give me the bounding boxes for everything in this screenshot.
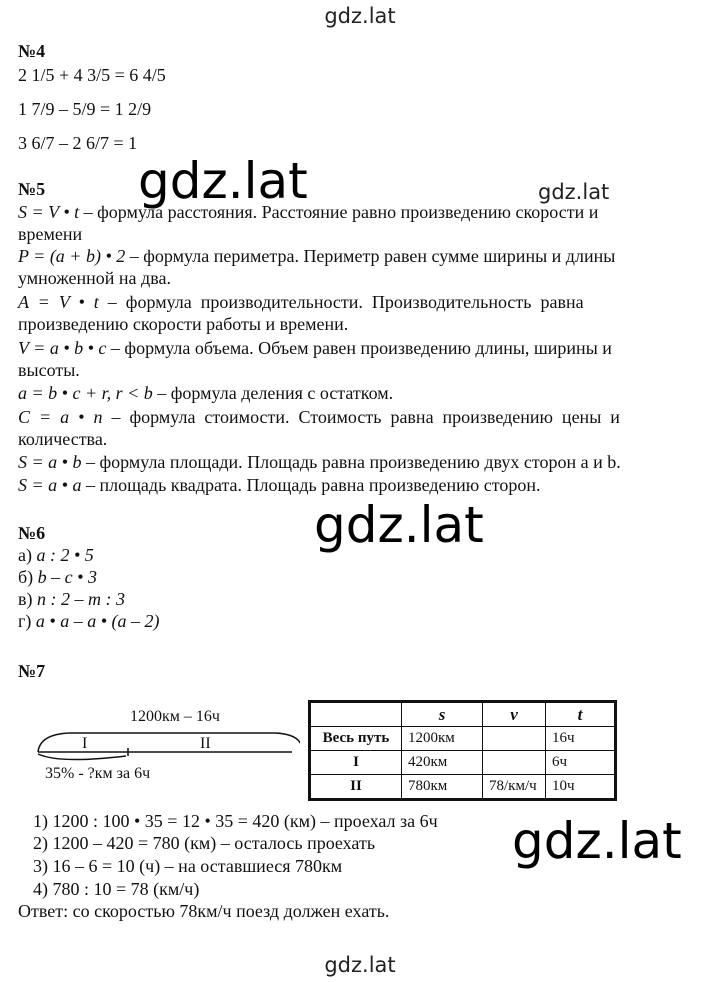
description: – формула стоимости. Стоимость равна произведению цены и bbox=[102, 407, 620, 427]
solution-step: 4) 780 : 10 = 78 (км/ч) bbox=[33, 879, 200, 899]
formula: S = V • t bbox=[18, 202, 80, 222]
answer-line: Ответ: со скоростью 78км/ч поезд должен ехать. bbox=[18, 901, 390, 921]
motion-table bbox=[308, 700, 617, 801]
table-header: t bbox=[546, 702, 616, 727]
n5-line bbox=[18, 313, 348, 335]
table-cell: 6ч bbox=[546, 751, 616, 775]
n4-heading: №4 bbox=[18, 41, 46, 61]
table-cell: Весь путь bbox=[310, 727, 402, 751]
segment-diagram bbox=[30, 708, 300, 788]
table-cell: 420км bbox=[402, 751, 483, 775]
table-cell: 1200км bbox=[402, 727, 483, 751]
n5-heading: №5 bbox=[18, 179, 46, 199]
description: – площадь квадрата. Площадь равна произведению сторон. bbox=[81, 475, 541, 495]
watermark-large: gdz.lat bbox=[512, 812, 682, 870]
table-row bbox=[310, 751, 616, 775]
n5-line bbox=[18, 201, 598, 223]
n5-line bbox=[18, 291, 584, 313]
description: высоты. bbox=[18, 360, 80, 380]
formula: S = a • a bbox=[18, 475, 82, 495]
table-cell bbox=[483, 751, 546, 775]
n4-line: 3 6/7 – 2 6/7 = 1 bbox=[18, 133, 138, 153]
n5-line bbox=[18, 451, 621, 473]
table-header bbox=[310, 702, 402, 727]
n5-line bbox=[18, 474, 540, 496]
table-cell: 78/км/ч bbox=[483, 775, 546, 800]
description: – формула деления с остатком. bbox=[152, 383, 394, 403]
table-header-row bbox=[310, 702, 616, 727]
n6-heading: №6 bbox=[18, 523, 46, 543]
table-cell: 16ч bbox=[546, 727, 616, 751]
n5-line bbox=[18, 223, 82, 245]
n5-line bbox=[18, 406, 620, 428]
formula: S = a • b bbox=[18, 452, 82, 472]
description: количества. bbox=[18, 429, 108, 449]
item-label: в) bbox=[18, 589, 37, 609]
watermark-large: gdz.lat bbox=[138, 152, 308, 210]
n7-heading: №7 bbox=[18, 661, 46, 681]
expression: a • a – a • (a – 2) bbox=[35, 611, 160, 631]
n5-line bbox=[18, 267, 171, 289]
table-cell: 10ч bbox=[546, 775, 616, 800]
description: – формула объема. Объем равен произведению длины, ширины и bbox=[106, 338, 612, 358]
solution-step: 2) 1200 – 420 = 780 (км) – осталось проехать bbox=[33, 833, 376, 853]
table-header: v bbox=[483, 702, 546, 727]
formula: P = (a + b) • 2 bbox=[18, 246, 126, 266]
watermark-top: gdz.lat bbox=[324, 4, 396, 28]
description: – формула периметра. Периметр равен сумме ширины и длины bbox=[125, 246, 616, 266]
n5-line bbox=[18, 245, 615, 267]
table-header: s bbox=[402, 702, 483, 727]
table-cell: I bbox=[310, 751, 402, 775]
formula: a = b • c + r, r < b bbox=[18, 383, 153, 403]
n5-line bbox=[18, 428, 107, 450]
n6-item bbox=[18, 588, 125, 610]
n5-line bbox=[18, 382, 393, 404]
n6-item bbox=[18, 610, 159, 632]
n4-line: 1 7/9 – 5/9 = 1 2/9 bbox=[18, 99, 152, 119]
formula: A = V • t bbox=[18, 292, 99, 312]
expression: a : 2 • 5 bbox=[36, 545, 94, 565]
item-label: б) bbox=[18, 567, 38, 587]
table-cell: 780км bbox=[402, 775, 483, 800]
description: произведению скорости работы и времени. bbox=[18, 314, 349, 334]
table-row bbox=[310, 727, 616, 751]
diagram-total-label: 1200км – 16ч bbox=[130, 708, 220, 725]
description: умноженной на два. bbox=[18, 268, 171, 288]
expression: n : 2 – m : 3 bbox=[37, 589, 125, 609]
solution-step: 3) 16 – 6 = 10 (ч) – на оставшиеся 780км bbox=[33, 856, 343, 876]
solution-step: 1) 1200 : 100 • 35 = 12 • 35 = 420 (км) – проехал за 6ч bbox=[33, 811, 438, 831]
diagram-bottom-label: 35% - ?км за 6ч bbox=[45, 765, 151, 782]
item-label: г) bbox=[18, 611, 36, 631]
table-cell: II bbox=[310, 775, 402, 800]
watermark-large: gdz.lat bbox=[314, 496, 484, 554]
table-row bbox=[310, 775, 616, 800]
table-cell bbox=[483, 727, 546, 751]
diagram-part-i: I bbox=[82, 735, 88, 752]
description: – формула площади. Площадь равна произведению двух сторон a и b. bbox=[81, 452, 621, 472]
expression: b – c • 3 bbox=[37, 567, 97, 587]
formula: C = a • n bbox=[18, 407, 103, 427]
diagram-part-ii: II bbox=[200, 735, 211, 752]
n4-line: 2 1/5 + 4 3/5 = 6 4/5 bbox=[18, 65, 166, 85]
n5-line bbox=[18, 359, 80, 381]
n5-line bbox=[18, 337, 612, 359]
description: времени bbox=[18, 224, 83, 244]
watermark-small: gdz.lat bbox=[538, 180, 610, 204]
item-label: а) bbox=[18, 545, 37, 565]
formula: V = a • b • c bbox=[18, 338, 107, 358]
description: – формула расстояния. Расстояние равно произведению скорости и bbox=[79, 202, 599, 222]
description: – формула производительности. Производительность равна bbox=[98, 292, 584, 312]
n6-item bbox=[18, 544, 94, 566]
n6-item bbox=[18, 566, 97, 588]
watermark-bottom: gdz.lat bbox=[324, 953, 396, 977]
